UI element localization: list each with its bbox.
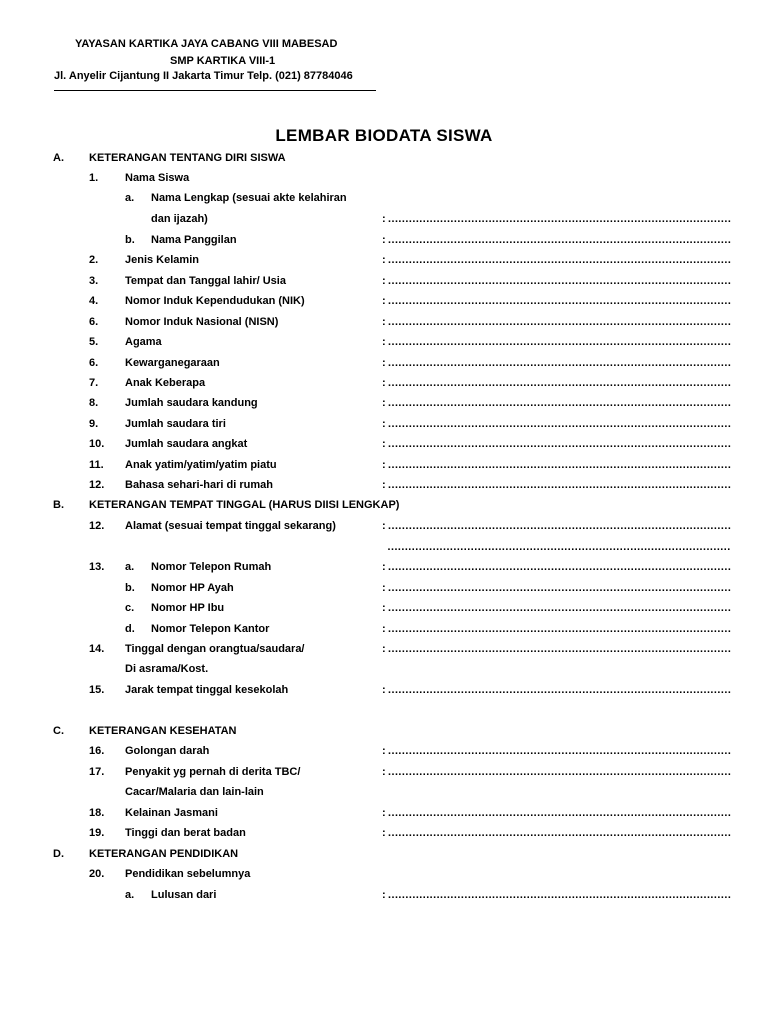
fill-line[interactable]: : ………………………………………………………………………………………	[382, 520, 731, 532]
fill-line[interactable]: : ………………………………………………………………………………………	[382, 213, 731, 225]
item-sub-letter: a.	[125, 889, 135, 901]
fill-line[interactable]: : ………………………………………………………………………………………	[382, 766, 731, 778]
item-number: 8.	[89, 397, 99, 409]
fill-line[interactable]: : ………………………………………………………………………………………	[382, 254, 731, 266]
form-row	[0, 436, 768, 452]
org-name: YAYASAN KARTIKA JAYA CABANG VIII MABESAD	[75, 38, 338, 50]
fill-line[interactable]: : ………………………………………………………………………………………	[382, 397, 731, 409]
item-number: 6.	[89, 316, 99, 328]
item-sub-letter: b.	[125, 234, 135, 246]
form-row	[0, 805, 768, 821]
item-label: Nomor Induk Nasional (NISN)	[125, 316, 279, 328]
item-label: Lulusan dari	[151, 889, 217, 901]
fill-line[interactable]: : ………………………………………………………………………………………	[382, 643, 731, 655]
fill-line[interactable]: : ………………………………………………………………………………………	[382, 459, 731, 471]
fill-line[interactable]: : ………………………………………………………………………………………	[382, 418, 731, 430]
item-label: Nama Siswa	[125, 172, 190, 184]
item-label: Nama Panggilan	[151, 234, 237, 246]
item-label: Pendidikan sebelumnya	[125, 868, 251, 880]
item-label: Kelainan Jasmani	[125, 807, 218, 819]
item-sub-letter: a.	[125, 192, 135, 204]
item-sub-letter: a.	[125, 561, 135, 573]
item-label-cont: Cacar/Malaria dan lain-lain	[125, 786, 264, 798]
school-address: Jl. Anyelir Cijantung II Jakarta Timur Telp. (021) 87784046	[54, 70, 353, 82]
form-row	[0, 355, 768, 371]
item-number: 13.	[89, 561, 105, 573]
item-number: 9.	[89, 418, 99, 430]
form-row	[0, 661, 768, 677]
form-row	[0, 232, 768, 248]
fill-line[interactable]: : ………………………………………………………………………………………	[382, 582, 731, 594]
form-row	[0, 334, 768, 350]
item-number: 2.	[89, 254, 99, 266]
item-number: 11.	[89, 459, 104, 471]
section-letter: A.	[53, 152, 64, 164]
item-label: Nomor Telepon Kantor	[151, 623, 270, 635]
item-number: 6.	[89, 357, 99, 369]
fill-line[interactable]: : ………………………………………………………………………………………	[382, 602, 731, 614]
section-letter: D.	[53, 848, 64, 860]
item-label: Kewarganegaraan	[125, 357, 220, 369]
item-label: Nomor HP Ayah	[151, 582, 234, 594]
item-sub-letter: c.	[125, 602, 135, 614]
item-number: 12.	[89, 479, 105, 491]
fill-line[interactable]: : ………………………………………………………………………………………	[382, 623, 731, 635]
fill-line[interactable]: : ………………………………………………………………………………………	[382, 316, 731, 328]
form-row	[0, 764, 768, 780]
section-title: KETERANGAN TENTANG DIRI SISWA	[89, 152, 286, 164]
fill-line[interactable]: : ………………………………………………………………………………………	[382, 357, 731, 369]
item-label-cont: dan ijazah)	[151, 213, 208, 225]
fill-line[interactable]: : ………………………………………………………………………………………	[382, 377, 731, 389]
form-row	[0, 190, 768, 206]
form-row	[0, 580, 768, 596]
section-title: KETERANGAN KESEHATAN	[89, 725, 237, 737]
form-row	[0, 784, 768, 800]
item-label: Tinggal dengan orangtua/saudara/	[125, 643, 305, 655]
form-row	[0, 293, 768, 309]
form-row	[0, 539, 768, 555]
fill-line[interactable]: : ………………………………………………………………………………………	[382, 234, 731, 246]
form-row	[0, 866, 768, 882]
form-row	[0, 211, 768, 227]
item-label: Golongan darah	[125, 745, 210, 757]
form-row	[0, 477, 768, 493]
form-row	[0, 252, 768, 268]
item-number: 1.	[89, 172, 99, 184]
item-number: 5.	[89, 336, 99, 348]
item-number: 7.	[89, 377, 99, 389]
form-row	[0, 600, 768, 616]
form-row	[0, 416, 768, 432]
section-c	[0, 723, 768, 739]
item-number: 10.	[89, 438, 105, 450]
item-number: 19.	[89, 827, 105, 839]
item-number: 3.	[89, 275, 99, 287]
item-number: 15.	[89, 684, 105, 696]
item-label: Bahasa sehari-hari di rumah	[125, 479, 273, 491]
item-sub-letter: b.	[125, 582, 135, 594]
item-label: Jumlah saudara angkat	[125, 438, 248, 450]
item-label: Nomor Induk Kependudukan (NIK)	[125, 295, 305, 307]
form-row	[0, 887, 768, 903]
item-label: Jenis Kelamin	[125, 254, 199, 266]
section-a	[0, 150, 768, 166]
form-row	[0, 559, 768, 575]
item-label: Tempat dan Tanggal lahir/ Usia	[125, 275, 286, 287]
item-label: Penyakit yg pernah di derita TBC/	[125, 766, 301, 778]
item-label: Alamat (sesuai tempat tinggal sekarang)	[125, 520, 336, 532]
fill-line[interactable]: : ………………………………………………………………………………………	[382, 745, 731, 757]
school-name: SMP KARTIKA VIII-1	[170, 55, 276, 67]
item-label: Agama	[125, 336, 162, 348]
item-number: 18.	[89, 807, 105, 819]
fill-line[interactable]: : ………………………………………………………………………………………	[382, 827, 731, 839]
form-row	[0, 825, 768, 841]
header-divider	[54, 90, 376, 91]
item-number: 17.	[89, 766, 105, 778]
fill-line[interactable]: : ………………………………………………………………………………………	[382, 479, 731, 491]
fill-line[interactable]: : ………………………………………………………………………………………	[382, 336, 731, 348]
item-label: Jumlah saudara tiri	[125, 418, 226, 430]
section-letter: B.	[53, 499, 64, 511]
item-label: Jumlah saudara kandung	[125, 397, 258, 409]
fill-line[interactable]: : ………………………………………………………………………………………	[382, 807, 731, 819]
form-row	[0, 457, 768, 473]
form-row	[0, 395, 768, 411]
form-row	[0, 518, 768, 534]
item-label: Nomor Telepon Rumah	[151, 561, 272, 573]
section-letter: C.	[53, 725, 64, 737]
form-row	[0, 314, 768, 330]
form-row	[0, 621, 768, 637]
item-label: Anak yatim/yatim/yatim piatu	[125, 459, 277, 471]
item-label: Nomor HP Ibu	[151, 602, 225, 614]
page-title: LEMBAR BIODATA SISWA	[275, 126, 493, 145]
item-label: Nama Lengkap (sesuai akte kelahiran	[151, 192, 347, 204]
form-row	[0, 375, 768, 391]
section-b	[0, 497, 768, 513]
item-label: Jarak tempat tinggal kesekolah	[125, 684, 289, 696]
section-d	[0, 846, 768, 862]
item-number: 4.	[89, 295, 99, 307]
form-row	[0, 641, 768, 657]
form-row	[0, 682, 768, 698]
form-row	[0, 170, 768, 186]
item-label-cont: Di asrama/Kost.	[125, 663, 209, 675]
fill-line[interactable]: : ………………………………………………………………………………………	[382, 561, 731, 573]
item-number: 14.	[89, 643, 105, 655]
item-label: Tinggi dan berat badan	[125, 827, 246, 839]
item-number: 12.	[89, 520, 105, 532]
form-row	[0, 273, 768, 289]
section-title: KETERANGAN TEMPAT TINGGAL (HARUS DIISI LENGKAP)	[89, 499, 400, 511]
fill-line[interactable]: : ………………………………………………………………………………………	[382, 684, 731, 696]
fill-line[interactable]: : ………………………………………………………………………………………	[382, 438, 731, 450]
section-title: KETERANGAN PENDIDIKAN	[89, 848, 239, 860]
fill-line[interactable]: : ………………………………………………………………………………………	[382, 275, 731, 287]
item-number: 20.	[89, 868, 105, 880]
fill-line-continued[interactable]: ………………………………………………………………………………………	[387, 541, 731, 553]
fill-line[interactable]: : ………………………………………………………………………………………	[382, 295, 731, 307]
item-number: 16.	[89, 745, 105, 757]
fill-line[interactable]: : ………………………………………………………………………………………	[382, 889, 731, 901]
item-sub-letter: d.	[125, 623, 135, 635]
item-label: Anak Keberapa	[125, 377, 206, 389]
form-row	[0, 743, 768, 759]
